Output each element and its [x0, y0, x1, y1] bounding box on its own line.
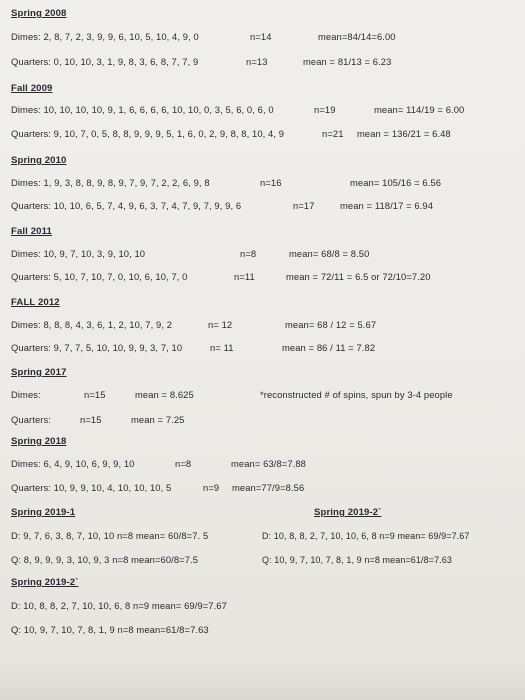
- spring-2017-note: *reconstructed # of spins, spun by 3-4 people: [260, 389, 453, 400]
- fall-2009-quarters-n: n=21: [322, 128, 344, 139]
- fall-2009-dimes-mean: mean= 114/19 = 6.00: [374, 104, 465, 115]
- fall-2009-dimes-n: n=19: [314, 104, 336, 115]
- spring-2019-2-right-dimes: D: 10, 8, 8, 2, 7, 10, 10, 6, 8 n=9 mean= 69/9=7.67: [262, 531, 470, 541]
- spring-2010-quarters: Quarters: 10, 10, 6, 5, 7, 4, 9, 6, 3, 7, 4, 7, 9, 7, 9, 9, 6: [11, 200, 242, 211]
- spring-2018-dimes-mean: mean= 63/8=7.88: [231, 458, 306, 469]
- spring-2019-2-right-quarters: Q: 10, 9, 7, 10, 7, 8, 1, 9 n=8 mean=61/8=7.63: [262, 555, 452, 565]
- spring-2008-dimes: Dimes: 2, 8, 7, 2, 3, 9, 9, 6, 10, 5, 10, 4, 9, 0: [11, 31, 199, 42]
- heading-spring-2019-2-right: Spring 2019-2`: [314, 507, 382, 518]
- heading-spring-2019-2-left: Spring 2019-2`: [11, 577, 79, 588]
- heading-fall-2012: FALL 2012: [11, 297, 60, 308]
- spring-2008-quarters-n: n=13: [246, 56, 268, 67]
- fall-2012-dimes: Dimes: 8, 8, 8, 4, 3, 6, 1, 2, 10, 7, 9, 2: [11, 319, 173, 330]
- spring-2019-1-quarters: Q: 8, 9, 9, 9, 3, 10, 9, 3 n=8 mean=60/8=7.5: [11, 554, 199, 565]
- spring-2008-dimes-n: n=14: [250, 31, 272, 42]
- spring-2008-quarters: Quarters: 0, 10, 10, 3, 1, 9, 8, 3, 6, 8, 7, 7, 9: [11, 56, 199, 67]
- fall-2009-quarters-mean: mean = 136/21 = 6.48: [357, 128, 451, 139]
- heading-spring-2018: Spring 2018: [11, 436, 67, 447]
- spring-2019-1-dimes: D: 9, 7, 6, 3, 8, 7, 10, 10 n=8 mean= 60/8=7. 5: [11, 530, 209, 541]
- spring-2010-dimes-mean: mean= 105/16 = 6.56: [350, 177, 442, 188]
- fall-2011-dimes: Dimes: 10, 9, 7, 10, 3, 9, 10, 10: [11, 248, 146, 259]
- spring-2010-quarters-mean: mean = 118/17 = 6.94: [340, 200, 434, 211]
- spring-2019-2-left-quarters: Q: 10, 9, 7, 10, 7, 8, 1, 9 n=8 mean=61/8=7.63: [11, 624, 209, 635]
- spring-2008-dimes-mean: mean=84/14=6.00: [318, 31, 396, 42]
- heading-fall-2011: Fall 2011: [11, 226, 52, 237]
- heading-spring-2010: Spring 2010: [11, 155, 67, 166]
- fall-2011-quarters: Quarters: 5, 10, 7, 10, 7, 0, 10, 6, 10, 7, 0: [11, 271, 188, 282]
- spring-2018-dimes: Dimes: 6, 4, 9, 10, 6, 9, 9, 10: [11, 458, 135, 469]
- spring-2017-dimes: Dimes:: [11, 389, 41, 400]
- spring-2019-2-left-dimes: D: 10, 8, 8, 2, 7, 10, 10, 6, 8 n=9 mean= 69/9=7.67: [11, 600, 227, 611]
- heading-spring-2019-1: Spring 2019-1: [11, 507, 76, 518]
- heading-fall-2009: Fall 2009: [11, 83, 53, 94]
- spring-2017-quarters: Quarters:: [11, 414, 51, 425]
- spring-2017-quarters-mean: mean = 7.25: [131, 414, 185, 425]
- spring-2018-quarters-mean: mean=77/9=8.56: [232, 482, 305, 493]
- fall-2012-quarters: Quarters: 9, 7, 7, 5, 10, 10, 9, 9, 3, 7, 10: [11, 342, 183, 353]
- spring-2017-dimes-mean: mean = 8.625: [135, 389, 194, 400]
- fall-2012-dimes-n: n= 12: [208, 319, 233, 330]
- fall-2011-dimes-mean: mean= 68/8 = 8.50: [289, 248, 370, 259]
- spring-2010-dimes-n: n=16: [260, 177, 282, 188]
- fall-2012-quarters-mean: mean = 86 / 11 = 7.82: [282, 342, 376, 353]
- spring-2017-dimes-n: n=15: [84, 389, 106, 400]
- spring-2010-dimes: Dimes: 1, 9, 3, 8, 8, 9, 8, 9, 7, 9, 7, 2, 2, 6, 9, 8: [11, 177, 210, 188]
- fall-2009-quarters: Quarters: 9, 10, 7, 0, 5, 8, 8, 9, 9, 9, 5, 1, 6, 0, 2, 9, 8, 8, 10, 4, 9: [11, 128, 285, 139]
- spring-2010-quarters-n: n=17: [293, 200, 315, 211]
- spring-2018-dimes-n: n=8: [175, 458, 192, 469]
- spring-2008-quarters-mean: mean = 81/13 = 6.23: [303, 56, 392, 67]
- fall-2009-dimes: Dimes: 10, 10, 10, 10, 9, 1, 6, 6, 6, 6, 10, 10, 0, 3, 5, 6, 0, 6, 0: [11, 104, 274, 115]
- fall-2011-dimes-n: n=8: [240, 248, 257, 259]
- heading-spring-2008: Spring 2008: [11, 8, 67, 19]
- paper-shadow: [0, 660, 525, 700]
- fall-2012-quarters-n: n= 11: [210, 342, 234, 353]
- spring-2018-quarters: Quarters: 10, 9, 9, 10, 4, 10, 10, 10, 5: [11, 482, 172, 493]
- fall-2012-dimes-mean: mean= 68 / 12 = 5.67: [285, 319, 377, 330]
- spring-2017-quarters-n: n=15: [80, 414, 102, 425]
- fall-2011-quarters-mean: mean = 72/11 = 6.5 or 72/10=7.20: [286, 271, 431, 282]
- fall-2011-quarters-n: n=11: [234, 271, 255, 282]
- heading-spring-2017: Spring 2017: [11, 367, 67, 378]
- spring-2018-quarters-n: n=9: [203, 482, 220, 493]
